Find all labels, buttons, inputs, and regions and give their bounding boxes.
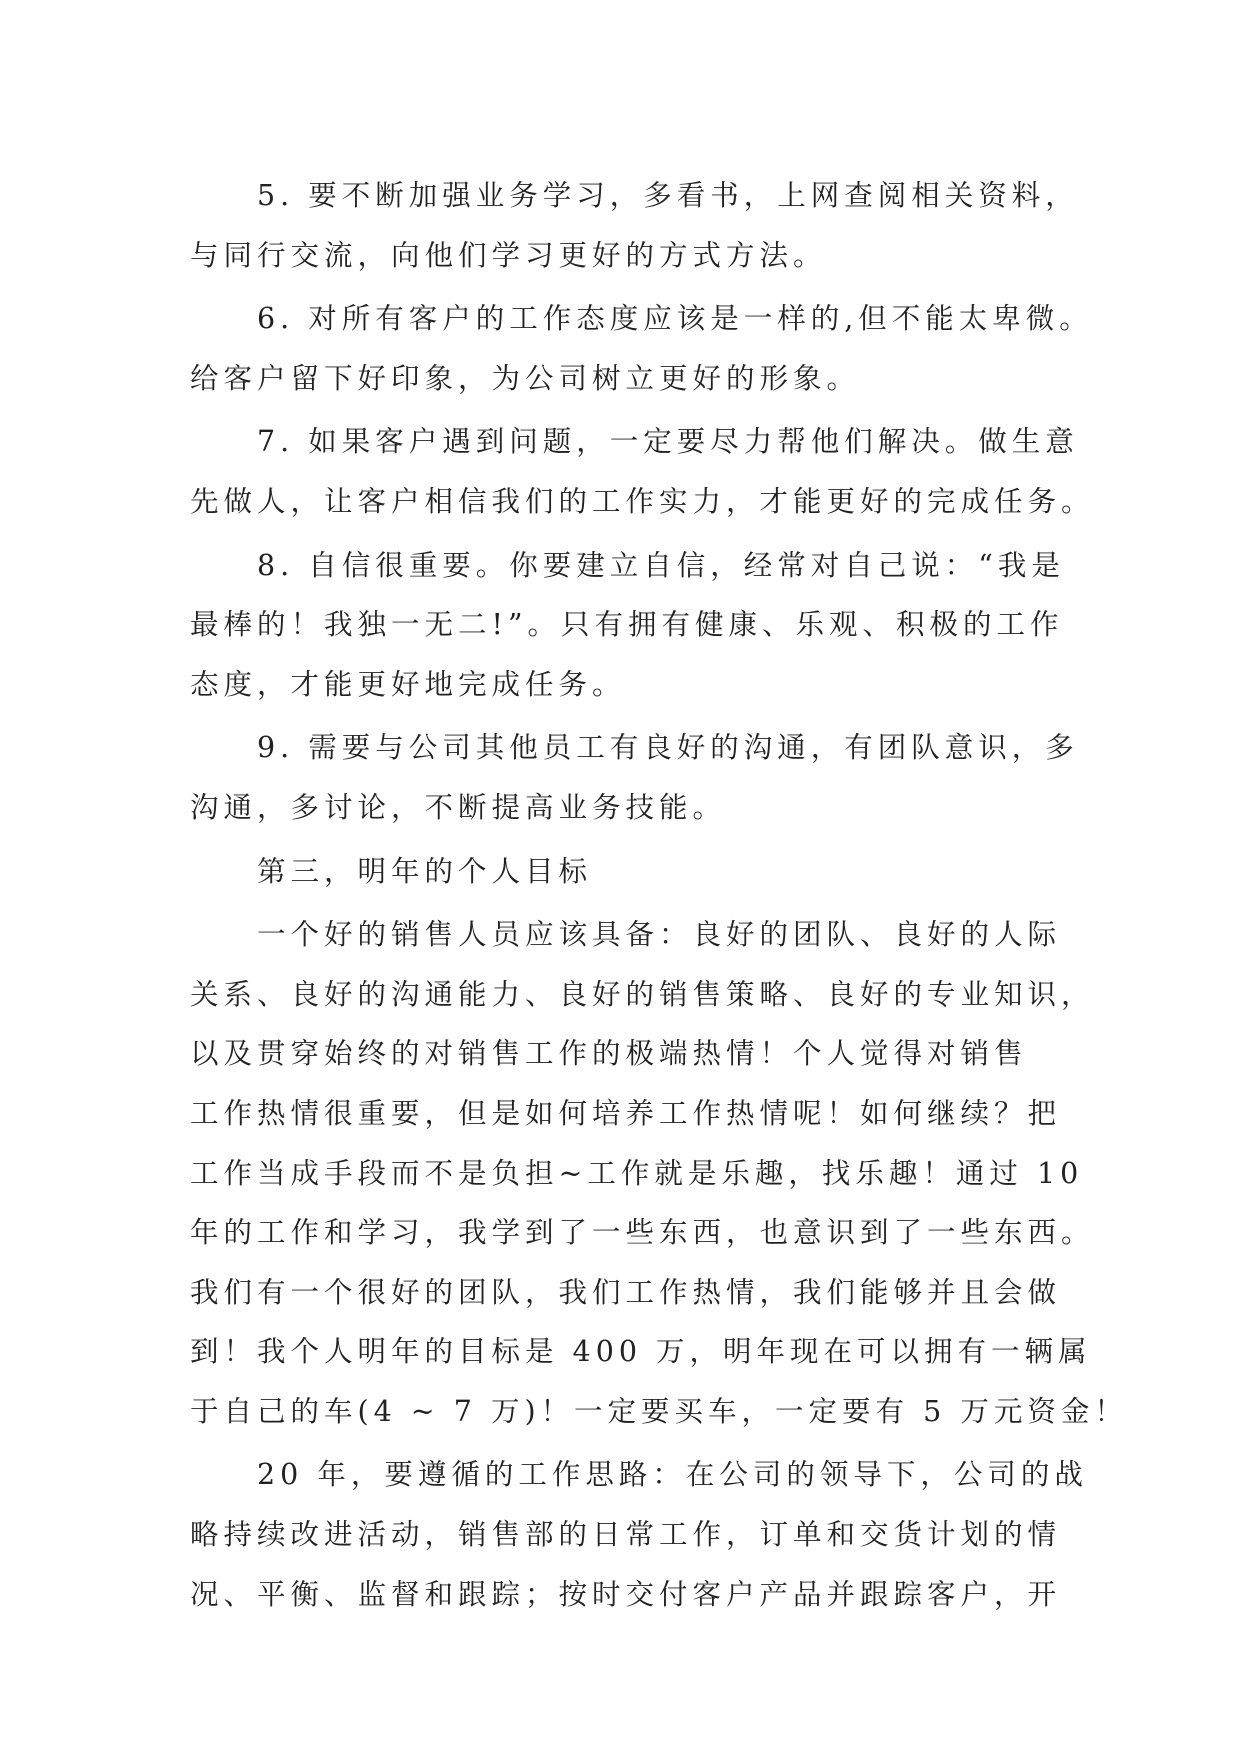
paragraph-line: 9. 需要与公司其他员工有良好的沟通，有团队意识，多 (257, 731, 1079, 765)
document-body (190, 166, 1128, 1628)
paragraph-line: 到！我个人明年的目标是 400 万，明年现在可以拥有一辆属 (190, 1335, 1092, 1369)
paragraph-line: 5. 要不断加强业务学习，多看书，上网查阅相关资料， (257, 179, 1079, 212)
paragraph-personal-goal (190, 905, 1128, 1441)
paragraph-item-6 (190, 289, 1093, 408)
paragraph-line: 最棒的！我独一无二!”。只有拥有健康、乐观、积极的工作 (190, 608, 1064, 642)
paragraph-line: 20 年，要遵循的工作思路：在公司的领导下，公司的战 (257, 1458, 1088, 1492)
paragraph-line: 以及贯穿始终的对销售工作的极端热情！个人觉得对销售 (190, 1037, 1028, 1071)
paragraph-line: 年的工作和学习，我学到了一些东西，也意识到了一些东西。 (190, 1216, 1095, 1250)
paragraph-line: 7. 如果客户遇到问题，一定要尽力帮他们解决。做生意 (257, 425, 1079, 459)
paragraph-line: 工作热情很重要，但是如何培养工作热情呢！如何继续？把 (190, 1096, 1062, 1130)
paragraph-item-8 (190, 536, 1090, 715)
paragraph-line: 态度，才能更好地完成任务。 (190, 667, 626, 701)
section-heading-3 (190, 842, 1090, 902)
paragraph-line: 略持续改进活动，销售部的日常工作，订单和交货计划的情 (190, 1518, 1062, 1552)
section-heading-text: 第三，明年的个人目标 (257, 854, 593, 888)
paragraph-line: 工作当成手段而不是负担~工作就是乐趣，找乐趣！通过 10 (190, 1156, 1084, 1190)
paragraph-line: 8. 自信很重要。你要建立自信，经常对自己说：“我是 (257, 548, 1065, 582)
paragraph-line: 与同行交流，向他们学习更好的方式方法。 (190, 238, 827, 272)
paragraph-item-9 (190, 718, 1090, 837)
paragraph-line: 一个好的销售人员应该具备：良好的团队、良好的人际 (257, 918, 1062, 952)
paragraph-line: 关系、良好的沟通能力、良好的销售策略、良好的专业知识， (190, 977, 1095, 1011)
paragraph-line: 于自己的车(4 ~ 7 万)！一定要买车，一定要有 5 万元资金！ (190, 1394, 1128, 1428)
paragraph-item-7 (190, 412, 1095, 531)
paragraph-line: 我们有一个很好的团队，我们工作热情，我们能够并且会做 (190, 1275, 1062, 1309)
paragraph-work-plan (190, 1445, 1090, 1624)
paragraph-line: 况、平衡、监督和跟踪；按时交付客户产品并跟踪客户，开 (190, 1577, 1062, 1611)
paragraph-line: 6. 对所有客户的工作态度应该是一样的,但不能太卑微。 (257, 302, 1093, 336)
paragraph-line: 沟通，多讨论，不断提高业务技能。 (190, 790, 727, 824)
paragraph-item-5 (190, 166, 1090, 285)
paragraph-line: 先做人，让客户相信我们的工作实力，才能更好的完成任务。 (190, 484, 1095, 518)
paragraph-line: 给客户留下好印象，为公司树立更好的形象。 (190, 361, 861, 395)
